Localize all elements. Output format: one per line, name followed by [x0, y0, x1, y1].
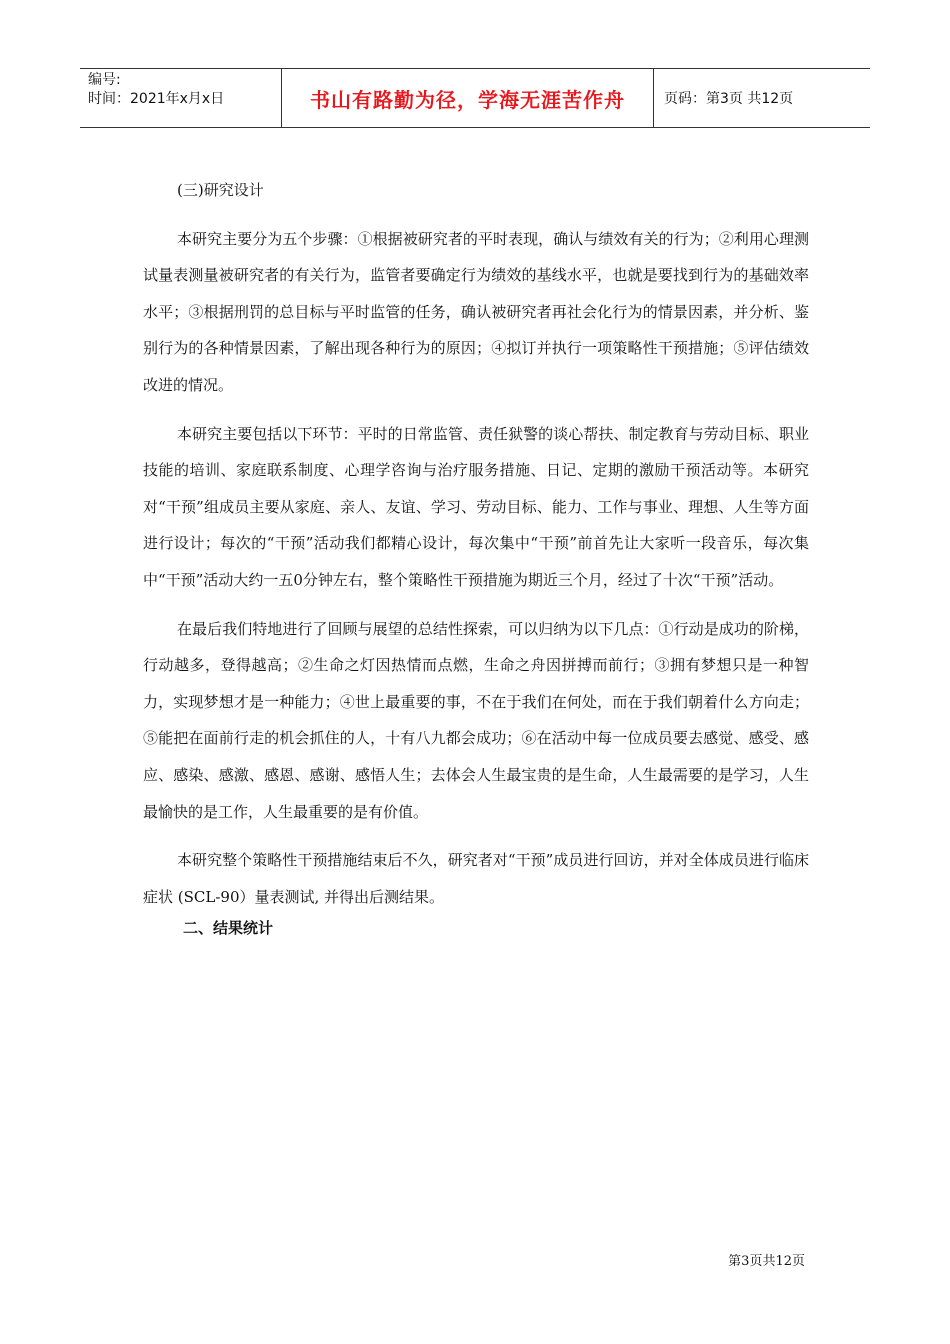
page-footer: 第3页共12页 [728, 1254, 805, 1269]
header-meta [80, 69, 281, 127]
page-header [80, 68, 870, 128]
document-number-label: 编号: [88, 72, 121, 88]
header-page-number: 页码：第3页 共12页 [664, 91, 794, 107]
paragraph-summary: 在最后我们特地进行了回顾与展望的总结性探索，可以归纳为以下几点：①行动是成功的阶梯，行动越多，登得越高；②生命之灯因热情而点燃，生命之舟因拼搏而前行；③拥有梦想只是一种智力，实现梦想才是一种能力；④世上最重要的事，不在于我们在何处，而在于我们朝着什么方向走；⑤能把在面前行走的机会抓住的人，十有八九都会成功；⑥在活动中每一位成员要去感觉、感受、感应、感染、感激、感恩、感谢、感悟人生；去体会人生最宝贵的是生命，人生最需要的是学习，人生最愉快的是工作，人生最重要的是有价值。 [143, 619, 809, 821]
paragraph-followup: 本研究整个策略性干预措施结束后不久，研究者对“干预”成员进行回访，并对全体成员进行临床症状 (SCL-90）量表测试, 并得出后测结果。 [143, 851, 809, 906]
header-motto: 书山有路勤为径，学海无涯苦作舟 [281, 69, 654, 127]
section-title: (三)研究设计 [177, 181, 264, 199]
heading-results: 二、结果统计 [183, 919, 274, 938]
document-body [143, 172, 809, 941]
paragraph-steps: 本研究主要分为五个步骤：①根据被研究者的平时表现，确认与绩效有关的行为；②利用心理测试量表测量被研究者的有关行为，监管者要确定行为绩效的基线水平，也就是要找到行为的基础效率水平；③根据刑罚的总目标与平时监管的任务，确认被研究者再社会化行为的情景因素，并分析、鉴别行为的各种情景因素，了解出现各种行为的原因；④拟订并执行一项策略性干预措施；⑤评估绩效改进的情况。 [143, 229, 809, 394]
document-date-label: 时间：2021年x月x日 [88, 91, 225, 107]
paragraph-components: 本研究主要包括以下环节：平时的日常监管、责任狱警的谈心帮扶、制定教育与劳动目标、职业技能的培训、家庭联系制度、心理学咨询与治疗服务措施、日记、定期的激励干预活动等。本研究对“干预”组成员主要从家庭、亲人、友谊、学习、劳动目标、能力、工作与事业、理想、人生等方面进行设计；每次的“干预”活动我们都精心设计，每次集中“干预”前首先让大家听一段音乐，每次集中“干预”活动大约一五0分钟左右，整个策略性干预措施为期近三个月，经过了十次“干预”活动。 [143, 424, 809, 589]
